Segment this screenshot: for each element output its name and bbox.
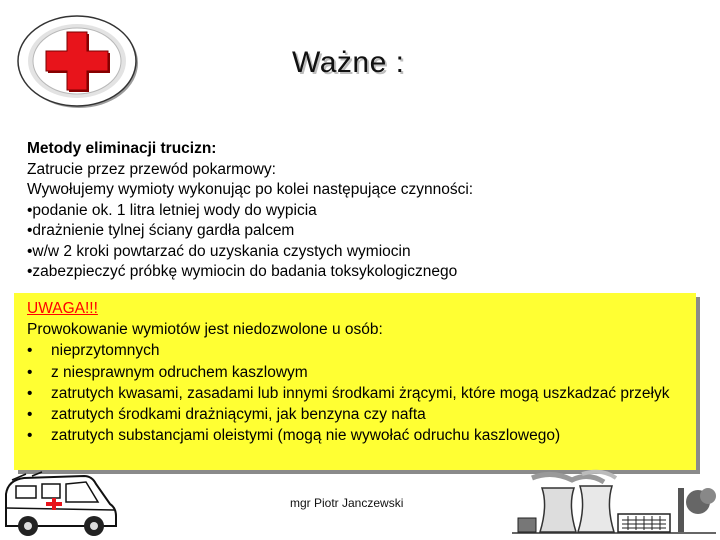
methods-line: Zatrucie przez przewód pokarmowy: [27,160,276,178]
power-plant-icon [512,466,716,538]
methods-line: Wywołujemy wymioty wykonując po kolei następujące czynności: [27,181,474,198]
warning-intro: Prowokowanie wymiotów jest niedozwolone u osób: [27,321,383,339]
author-credit: mgr Piotr Janczewski [290,496,404,510]
warning-item: • z niesprawnym odruchem kaszlowym [27,362,696,383]
warning-item: • nieprzytomnych [27,340,696,361]
warning-item: • zatrutych substancjami oleistymi (mogą nie wywołać odruchu kaszlowego) [27,425,696,446]
methods-line: •zabezpieczyć próbkę wymiocin do badania toksykologicznego [27,263,458,280]
page-title: Ważne : [292,46,405,79]
methods-line: •w/w 2 kroki powtarzać do uzyskania czystych wymiocin [27,242,411,260]
ambulance-icon [2,470,120,538]
methods-line: •podanie ok. 1 litra letniej wody do wypicia [27,201,317,219]
warning-box [14,293,696,470]
warning-label: UWAGA!!! [27,300,98,317]
methods-section [27,139,473,283]
methods-line: •drażnienie tylnej ściany gardła palcem [27,222,295,239]
red-cross-icon [16,12,140,112]
warning-list [27,340,696,446]
methods-heading: Metody eliminacji trucizn: [27,140,217,157]
warning-item: • zatrutych środkami drażniącymi, jak benzyna czy nafta [27,404,696,425]
warning-item: • zatrutych kwasami, zasadami lub innymi środkami żrącymi, które mogą uszkadzać przełyk [27,383,696,404]
